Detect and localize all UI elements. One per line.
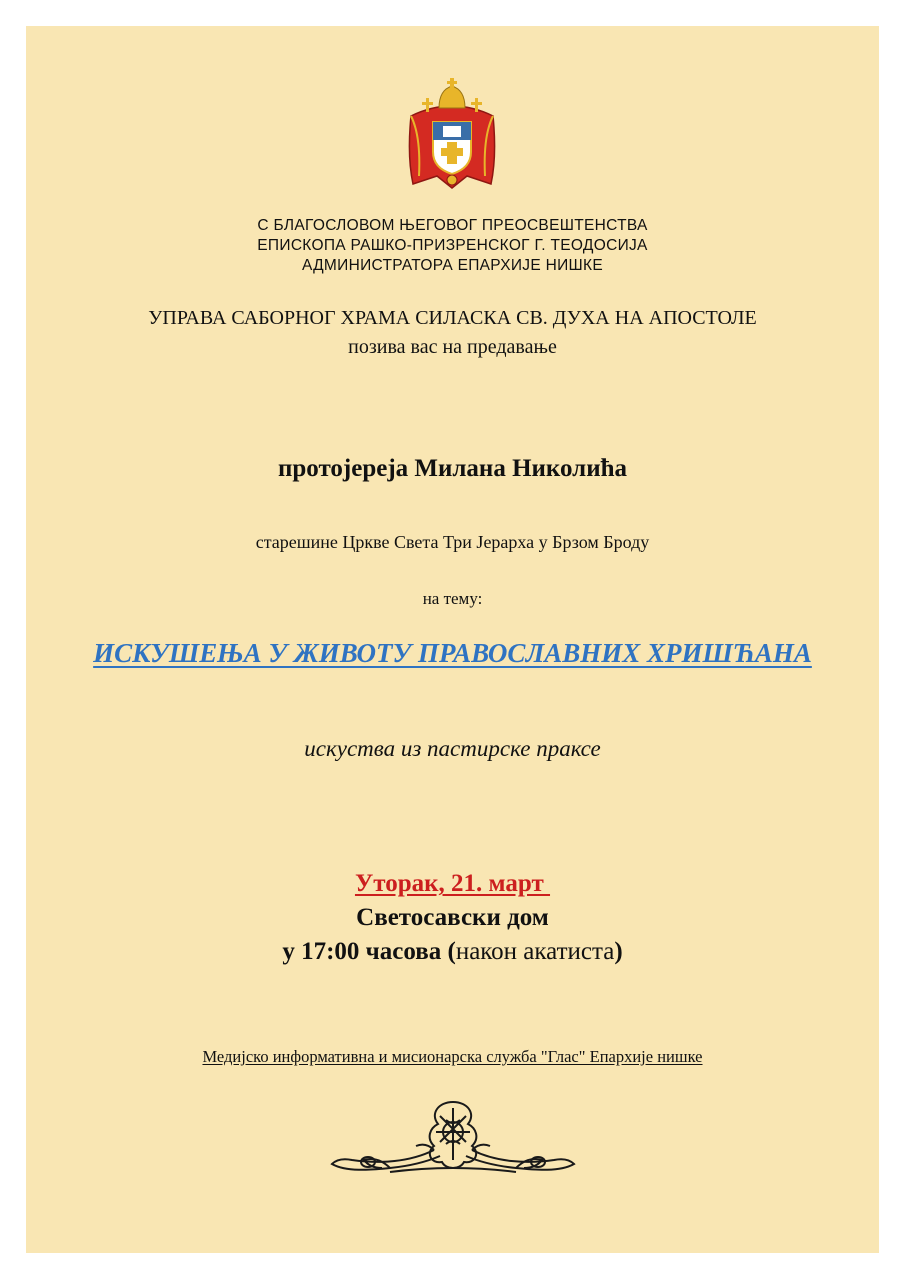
event-time-paren-close: ) — [614, 938, 623, 965]
blessing-line-1: С БЛАГОСЛОВОМ ЊЕГОВОГ ПРЕОСВЕШТЕНСТВА — [257, 217, 648, 234]
lecture-title: ИСКУШЕЊА У ЖИВОТУ ПРАВОСЛАВНИХ ХРИШЋАНА — [93, 638, 812, 668]
event-time-main: у 17:00 часова — [282, 938, 442, 965]
blessing-line-3: АДМИНИСТРАТОРА ЕПАРХИЈЕ НИШКЕ — [301, 257, 604, 274]
topic-intro: на тему: — [422, 589, 483, 608]
celtic-knot-ornament-icon — [330, 1098, 576, 1178]
event-time-paren-open: ( — [447, 938, 456, 965]
host-line-1: УПРАВА САБОРНОГ ХРАМА СИЛАСКА СВ. ДУХА НА АПОСТОЛЕ — [148, 307, 757, 329]
speaker-role: старешине Цркве Света Три Јерарха у Брзом Броду — [255, 532, 650, 552]
event-date: Уторак, 21. март — [354, 870, 551, 897]
media-service-credit: Медијско информативна и мисионарска служба "Глас" Епархије нишке — [202, 1047, 703, 1066]
coat-of-arms-icon — [403, 76, 501, 192]
speaker-name: протојереја Милана Николића — [277, 455, 628, 482]
event-venue: Светосавски дом — [356, 904, 549, 931]
event-time — [0, 938, 905, 966]
event-time-note: након акатиста — [455, 938, 615, 965]
host-line-2: позива вас на предавање — [348, 336, 557, 358]
lecture-subtitle: искуства из пастирске праксе — [304, 736, 601, 761]
blessing-line-2: ЕПИСКОПА РАШКО-ПРИЗРЕНСКОГ Г. ТЕОДОСИЈА — [257, 237, 648, 254]
